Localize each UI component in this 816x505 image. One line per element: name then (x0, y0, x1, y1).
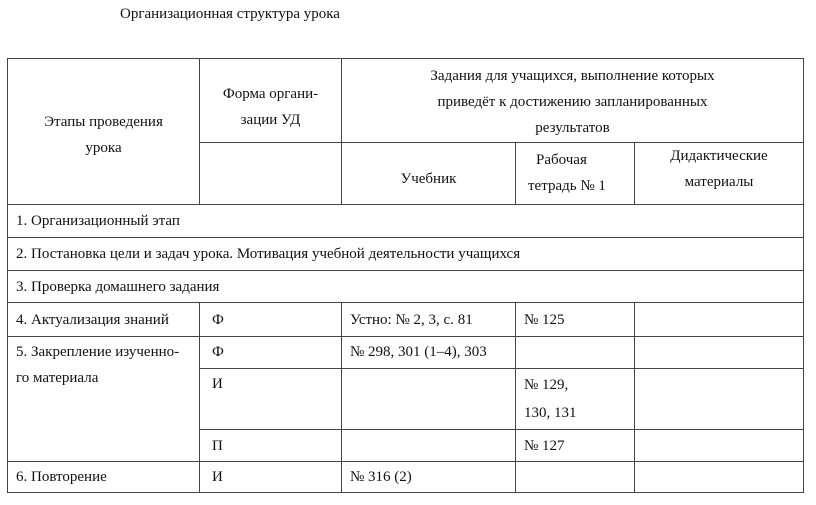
document-title: Организационная структура урока (120, 6, 340, 22)
row5a-textbook: № 298, 301 (1–4), 303 (342, 337, 516, 369)
header-workbook-line2: тетрадь № 1 (528, 178, 606, 194)
row6-stage: 6. Повторение (8, 462, 200, 493)
header-stages-line2: урока (85, 139, 122, 156)
row4-materials (635, 303, 804, 337)
header-textbook-cell (342, 143, 516, 205)
row5b-form: И (200, 369, 342, 430)
table-row (8, 303, 804, 337)
row5b-textbook (342, 369, 516, 430)
row5c-form: П (200, 430, 342, 462)
header-form-empty-cell (200, 143, 342, 205)
header-materials-line1: Дидактические (670, 148, 768, 164)
row5b-workbook-line1: № 129, (524, 377, 569, 393)
row5c-materials (635, 430, 804, 462)
row5a-workbook (516, 337, 635, 369)
row5-stage (8, 337, 200, 462)
table-row (8, 271, 804, 303)
header-tasks-cell (342, 59, 804, 143)
header-materials-line2: материалы (684, 174, 754, 190)
row5b-workbook-line2: 130, 131 (524, 405, 577, 421)
header-form-cell (200, 59, 342, 143)
row-homework-check: 3. Проверка домашнего задания (8, 271, 804, 303)
header-workbook-cell (516, 143, 635, 205)
table-row (8, 238, 804, 271)
row5-stage-line1: 5. Закрепление изученно- (16, 344, 180, 360)
row-organizational-stage: 1. Организационный этап (8, 205, 804, 238)
row6-materials (635, 462, 804, 493)
row5a-materials (635, 337, 804, 369)
header-row-top (8, 59, 804, 143)
header-workbook-line1: Рабочая (536, 152, 587, 168)
header-stages-cell (8, 59, 200, 205)
table-row (8, 462, 804, 493)
header-stages-line1: Этапы проведения (44, 113, 163, 130)
table-row (8, 205, 804, 238)
row4-stage: 4. Актуализация знаний (8, 303, 200, 337)
header-form-line1: Форма органи- (222, 86, 319, 102)
row5c-textbook (342, 430, 516, 462)
row5c-workbook: № 127 (516, 430, 635, 462)
row-goal-setting: 2. Постановка цели и задач урока. Мотивация учебной деятельности учащихся (8, 238, 804, 271)
row5-stage-line2: го материала (16, 370, 99, 386)
row4-form: Ф (200, 303, 342, 337)
header-form-line2: зации УД (240, 112, 301, 128)
row6-textbook: № 316 (2) (342, 462, 516, 493)
table-row (8, 337, 804, 369)
row6-workbook (516, 462, 635, 493)
row5b-workbook (516, 369, 635, 430)
row4-textbook: Устно: № 2, 3, с. 81 (342, 303, 516, 337)
row5b-materials (635, 369, 804, 430)
row4-workbook: № 125 (516, 303, 635, 337)
header-tasks-line2: приведёт к достижению запланированных (437, 94, 708, 110)
header-tasks-line3: результатов (535, 120, 610, 136)
row5a-form: Ф (200, 337, 342, 369)
header-tasks-line1: Задания для учащихся, выполнение которых (430, 68, 715, 84)
header-materials-cell (635, 143, 804, 205)
row6-form: И (200, 462, 342, 493)
lesson-structure-table (7, 58, 804, 493)
header-textbook-label: Учебник (400, 170, 457, 187)
